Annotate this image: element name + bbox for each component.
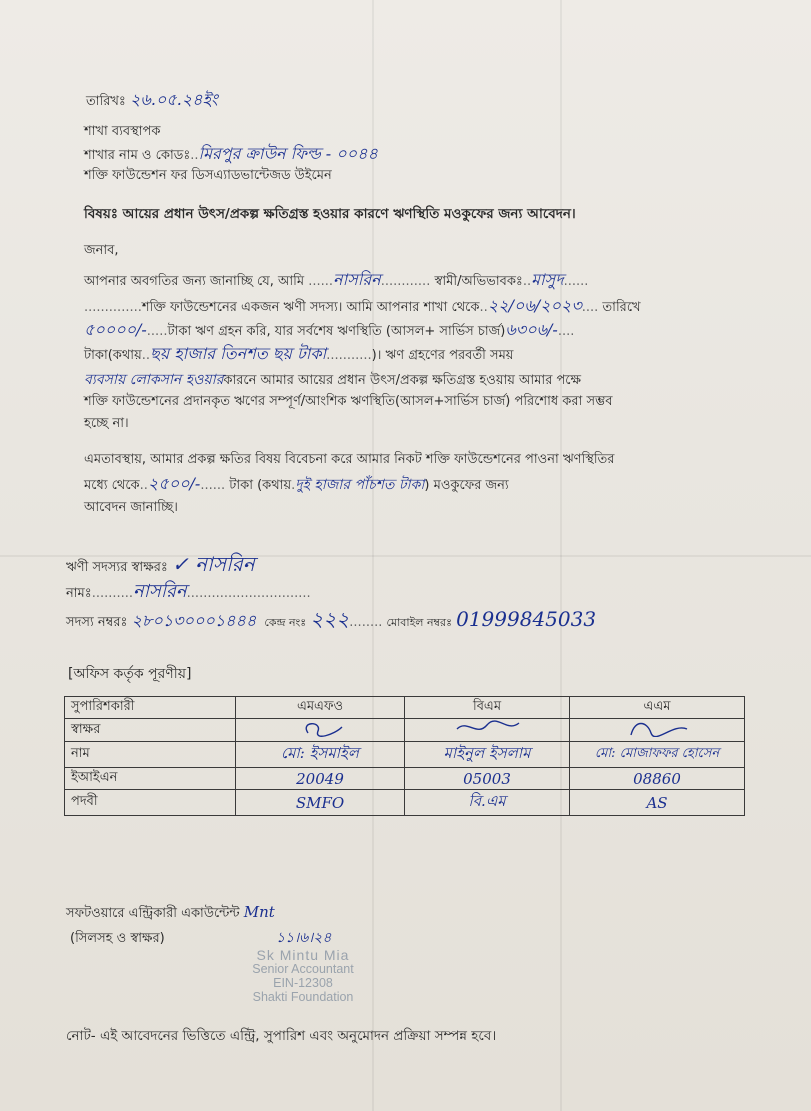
waive-amount: ২৫০০/-	[147, 474, 201, 493]
row-label: পদবী	[65, 790, 236, 816]
text: সফটওয়ারে এন্ট্রিকারী একাউন্টেন্ট	[66, 906, 240, 921]
borrower-name-value: নাসরিন	[133, 581, 187, 602]
para1-line2: ..............শক্তি ফাউন্ডেশনের একজন ঋণী সদস্য। আমি আপনার শাখা থেকে..২২/০৬/২০২৩.... তারিখে	[84, 296, 641, 315]
borrower-signature: ✓ নাসরিন	[171, 552, 255, 576]
signature-scribble	[447, 719, 527, 737]
signature-cell	[236, 719, 405, 742]
table-header: এমএফও	[236, 697, 405, 719]
signature-cell	[405, 719, 570, 742]
table-header: বিএম	[405, 697, 570, 719]
branch-label: শাখার নাম ও কোডঃ	[84, 148, 191, 163]
text: শক্তি ফাউন্ডেশনের একজন ঋণী সদস্য। আমি আপনার শাখা থেকে	[141, 300, 480, 315]
stamp-line: Senior Accountant	[252, 962, 354, 976]
text: কেন্দ্র নংঃ	[264, 616, 307, 629]
office-use-title: [অফিস কর্তৃক পূরণীয়]	[68, 666, 192, 682]
table-cell: মো: ইসমাইল	[236, 742, 405, 768]
table-cell: মাইনুল ইসলাম	[405, 742, 570, 768]
table-header: এএম	[570, 697, 745, 719]
signature-cell	[570, 719, 745, 742]
signature-scribble	[617, 719, 697, 737]
waive-in-words: দুই হাজার পাঁচশত টাকা	[295, 477, 425, 493]
branch-line: শাখার নাম ও কোডঃ..মিরপুর ক্রাউন ফিল্ড - ০০৪৪	[84, 144, 378, 163]
signature-scribble	[290, 719, 350, 737]
organization-name: শক্তি ফাউন্ডেশন ফর ডিসএ্যাডভান্টেজড উইমেন	[84, 168, 332, 183]
para2-line3: আবেদন জানাচ্ছি।	[84, 500, 178, 515]
table-cell: 08860	[570, 768, 745, 790]
table-row	[65, 790, 745, 816]
para2-line1: এমতাবস্থায়, আমার প্রকল্প ক্ষতির বিষয় বিবেচনা করে আমার নিকট শক্তি ফাউন্ডেশনের পাওনা ঋণস্থিতির	[84, 452, 615, 467]
text: (সিলসহ ও স্বাক্ষর)	[70, 931, 165, 946]
accountant-signature: Mnt	[243, 903, 275, 921]
date-line	[86, 92, 218, 110]
centre-number: ২২২	[310, 607, 350, 631]
mobile-number: 01999845033	[456, 607, 597, 631]
text: আপনার অবগতির জন্য জানাচ্ছি যে, আমি	[84, 274, 305, 289]
loss-reason: ব্যবসায় লোকসান হওয়ার	[84, 372, 224, 388]
text: )। ঋণ গ্রহণের পরবর্তী সময়	[371, 348, 514, 363]
member-info-line: সদস্য নম্বরঃ ২৮০১৩০০০১৪৪৪ কেন্দ্র নংঃ ২২২........ মোবাইল নম্বরঃ 01999845033	[66, 607, 597, 631]
text: ঋণী সদস্যর স্বাক্ষরঃ	[66, 560, 168, 575]
text: টাকা ঋণ গ্রহন করি, যার সর্বশেষ ঋণস্থিতি (আসল+ সার্ভিস চার্জ)	[167, 324, 506, 339]
salutation: জনাব,	[84, 243, 119, 258]
accountant-stamp	[218, 948, 388, 1004]
date-value: ২৬.০৫.২৪ইং	[130, 90, 218, 109]
para2-line2: মধ্যে থেকে..২৫০০/-...... টাকা (কথায়.দুই হাজার পাঁচশত টাকা) মওকুফের জন্য	[84, 474, 509, 493]
table-header: সুপারিশকারী	[65, 697, 236, 719]
text: কারনে আমার আয়ের প্রধান উৎস/প্রকল্প ক্ষতিগ্রস্ত হওয়ায় আমার পক্ষে	[223, 373, 582, 388]
para1-line3: ৫০০০০/-.....টাকা ঋণ গ্রহন করি, যার সর্বশেষ ঋণস্থিতি (আসল+ সার্ভিস চার্জ)৬৩০৬/-....	[84, 320, 575, 339]
para1-line6: শক্তি ফাউন্ডেশনের প্রদানকৃত ঋণের সম্পূর্ণ/আংশিক ঋণস্থিতি(আসল+সার্ভিস চার্জ) পরিশোধ করা সম্ভব	[84, 394, 613, 409]
text: মোবাইল নম্বরঃ	[386, 616, 452, 629]
date-label: তারিখঃ	[86, 94, 126, 109]
subject-line: বিষয়ঃ আয়ের প্রধান উৎস/প্রকল্প ক্ষতিগ্রস্ত হওয়ার কারণে ঋণস্থিতি মওকুফের জন্য আবেদন।	[84, 206, 576, 222]
borrower-name: নাসরিন	[333, 270, 381, 289]
text: নামঃ	[66, 586, 92, 601]
table-cell: মো: মোজাফফর হোসেন	[570, 742, 745, 768]
text: ) মওকুফের জন্য	[424, 478, 509, 493]
stamp-line: Sk Mintu Mia	[256, 947, 350, 963]
table-cell: SMFO	[236, 790, 405, 816]
text: স্বামী/অভিভাবকঃ	[434, 274, 523, 289]
loan-amount: ৫০০০০/-	[84, 320, 147, 339]
text: তারিখে	[602, 300, 641, 315]
text: সদস্য নম্বরঃ	[66, 615, 128, 630]
text: মধ্যে থেকে	[84, 478, 140, 493]
text: টাকা (কথায়	[229, 478, 292, 493]
balance-in-words: ছয় হাজার তিনশত ছয় টাকা	[150, 344, 327, 363]
stamp-line: EIN-12308	[273, 976, 333, 990]
stamp-line: Shakti Foundation	[252, 990, 354, 1004]
para1-line7: হচ্ছে না।	[84, 416, 129, 431]
row-label: স্বাক্ষর	[65, 719, 236, 742]
branch-value: মিরপুর ক্রাউন ফিল্ড - ০০৪৪	[198, 144, 378, 163]
recipient-title: শাখা ব্যবস্থাপক	[84, 124, 161, 139]
para1-line1: আপনার অবগতির জন্য জানাচ্ছি যে, আমি ......নাসরিন............ স্বামী/অভিভাবকঃ..মাসুদ......	[84, 270, 589, 289]
loan-balance: ৬৩০৬/-	[505, 320, 558, 339]
row-label: ইআইএন	[65, 768, 236, 790]
accountant-date: ১১।৬।২৪	[276, 930, 332, 946]
table-cell: AS	[570, 790, 745, 816]
footer-note: নোট- এই আবেদনের ভিত্তিতে এন্ট্রি, সুপারিশ এবং অনুমোদন প্রক্রিয়া সম্পন্ন হবে।	[66, 1028, 497, 1044]
accountant-seal-line	[70, 931, 165, 947]
guardian-name: মাসুদ	[531, 270, 564, 289]
table-header-row	[65, 697, 745, 719]
para1-line4: টাকা(কথায়..ছয় হাজার তিনশত ছয় টাকা...........)। ঋণ গ্রহণের পরবর্তী সময়	[84, 344, 514, 363]
loan-date: ২২/০৬/২০২৩	[487, 296, 582, 315]
borrower-signature-line	[66, 552, 255, 576]
member-number: ২৮০১৩০০০১৪৪৪	[131, 611, 257, 630]
borrower-name-line: নামঃ..........নাসরিন..............................	[66, 581, 311, 602]
table-cell: 20049	[236, 768, 405, 790]
table-row	[65, 719, 745, 742]
text: টাকা(কথায়	[84, 348, 142, 363]
accountant-line	[66, 904, 275, 922]
table-cell: 05003	[405, 768, 570, 790]
table-row	[65, 768, 745, 790]
table-cell: বি.এম	[405, 790, 570, 816]
row-label: নাম	[65, 742, 236, 768]
para1-line5	[84, 372, 581, 389]
recommendation-table	[64, 696, 745, 816]
table-row	[65, 742, 745, 768]
